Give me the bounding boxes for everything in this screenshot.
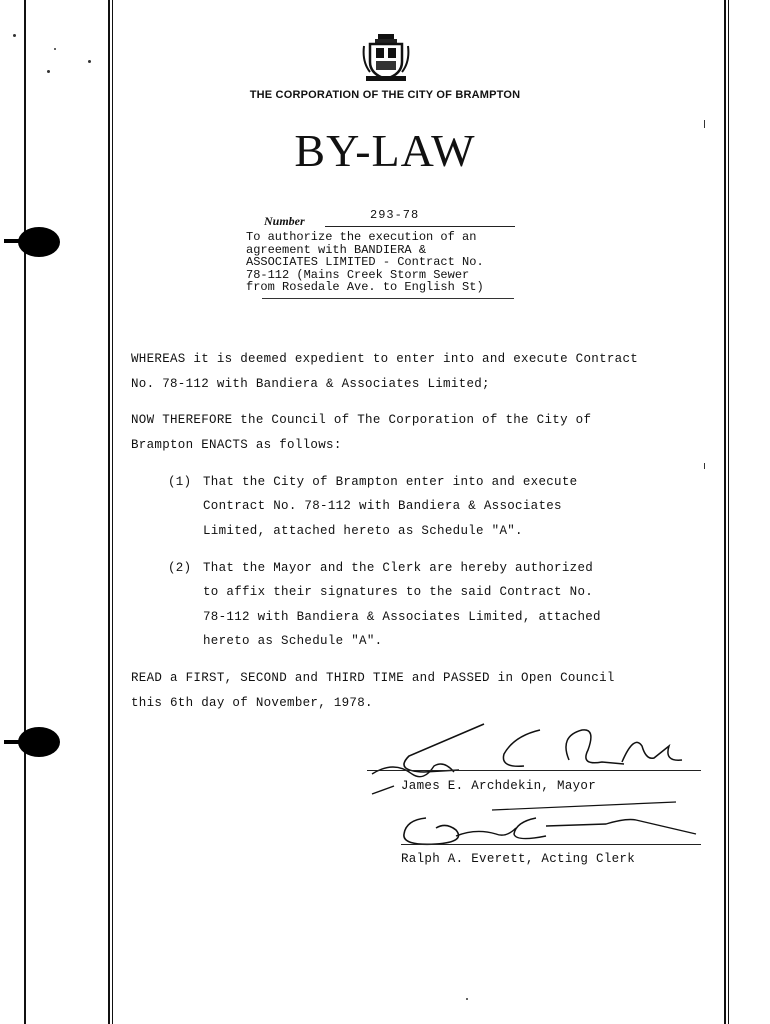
punch-hole-icon [4, 740, 24, 744]
passage-line: READ a FIRST, SECOND and THIRD TIME and PASSED in Open Council [131, 671, 615, 685]
clause-line: 78-112 with Bandiera & Associates Limited, attached [203, 610, 601, 624]
document-title: BY-LAW [294, 125, 476, 176]
corporation-heading: THE CORPORATION OF THE CITY OF BRAMPTON [249, 89, 521, 101]
mayor-signature-line [367, 770, 701, 771]
punch-hole-icon [18, 727, 60, 757]
clause-number: (1) [168, 475, 192, 489]
clause-line: hereto as Schedule "A". [203, 634, 383, 648]
whereas-line: No. 78-112 with Bandiera & Associates Limited; [131, 377, 490, 391]
bylaw-title [246, 231, 556, 294]
bylaw-title-line: agreement with BANDIERA & [246, 242, 427, 257]
scan-speck [13, 34, 16, 37]
bylaw-number-label: Number [264, 214, 305, 228]
scan-speck [54, 48, 56, 50]
bylaw-title-line: 78-112 (Mains Creek Storm Sewer [246, 267, 470, 282]
clause-line: That the City of Brampton enter into and execute [203, 475, 578, 489]
scan-speck [466, 998, 468, 1000]
bylaw-number-underline [325, 226, 515, 227]
clerk-signature [396, 800, 706, 850]
title-divider [262, 298, 514, 299]
clerk-signature-line [401, 844, 701, 845]
clause-line: Limited, attached hereto as Schedule "A". [203, 524, 523, 538]
clerk-name: Ralph A. Everett, Acting Clerk [401, 852, 636, 866]
enacting-line: Brampton ENACTS as follows: [131, 438, 342, 452]
bylaw-number: 293-78 [370, 208, 420, 222]
clause-number: (2) [168, 561, 192, 575]
city-crest-icon [362, 32, 410, 82]
bylaw-title-line: ASSOCIATES LIMITED - Contract No. [246, 255, 484, 269]
punch-hole-icon [18, 227, 60, 257]
punch-hole-icon [4, 239, 24, 243]
bylaw-title-line: To authorize the execution of an [246, 230, 477, 244]
enacting-line: NOW THEREFORE the Council of The Corporation of the City of [131, 413, 592, 427]
bylaw-title-line: from Rosedale Ave. to English St) [246, 280, 484, 294]
scan-speck [88, 60, 91, 63]
clause-line: That the Mayor and the Clerk are hereby authorized [203, 561, 594, 575]
mayor-name: James E. Archdekin, Mayor [401, 779, 597, 793]
passage-line: this 6th day of November, 1978. [131, 696, 373, 710]
scan-speck [47, 70, 50, 73]
whereas-line: WHEREAS it is deemed expedient to enter into and execute Contract [131, 352, 639, 366]
scan-speck [704, 463, 705, 469]
clause-line: to affix their signatures to the said Contract No. [203, 585, 594, 599]
clause-line: Contract No. 78-112 with Bandiera & Associates [203, 499, 562, 513]
